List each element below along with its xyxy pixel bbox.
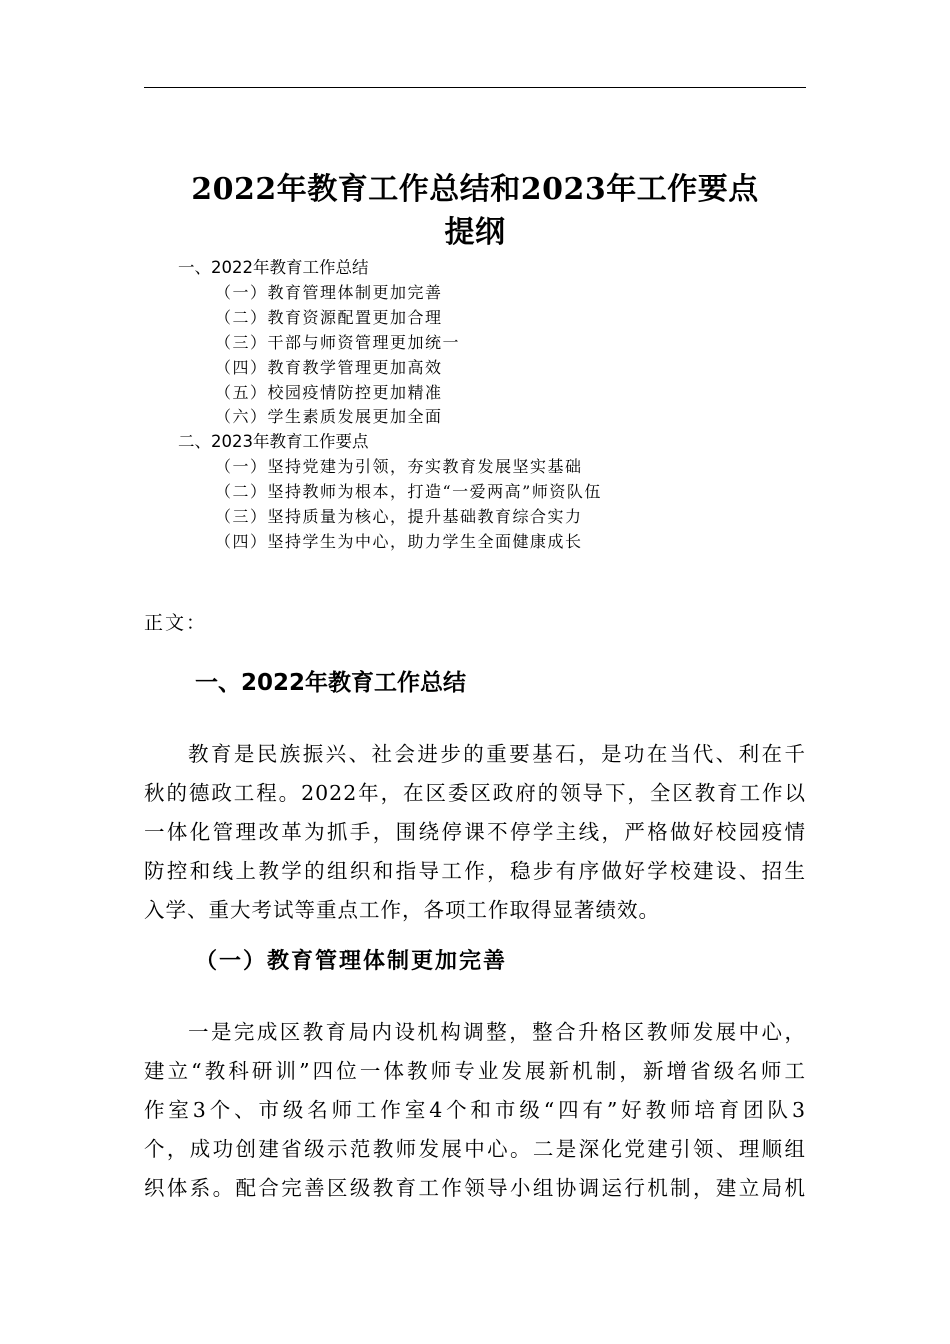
document-title-line-1: 2022年教育工作总结和2023年工作要点: [191, 172, 759, 207]
paragraph-line: 入学、重大考试等重点工作，各项工作取得显著绩效。: [144, 898, 660, 922]
outline-item: （一）教育管理体制更加完善: [215, 282, 443, 302]
paragraph-line: 秋的德政工程。2022年，在区委区政府的领导下，全区教育工作以: [144, 781, 806, 805]
outline-section: 二、2023年教育工作要点: [178, 432, 369, 452]
paragraph-intro: [144, 735, 806, 930]
outline-item: （三）坚持质量为核心，提升基础教育综合实力: [215, 507, 583, 526]
paragraph-line: 作室3个、市级名师工作室4个和市级“四有”好教师培育团队3: [144, 1098, 806, 1122]
outline-item: （四）坚持学生为中心，助力学生全面健康成长: [215, 531, 583, 551]
paragraph-line: 织体系。配合完善区级教育工作领导小组协调运行机制，建立局机: [144, 1176, 806, 1200]
paragraph-line: 个，成功创建省级示范教师发展中心。二是深化党建引领、理顺组: [144, 1137, 806, 1161]
paragraph-line: 一是完成区教育局内设机构调整，整合升格区教师发展中心，: [188, 1020, 806, 1044]
outline-section: 一、2022年教育工作总结: [178, 258, 369, 277]
document-title-line-2: 提纲: [444, 215, 506, 250]
outline-item: （六）学生素质发展更加全面: [215, 407, 443, 427]
outline-item: （四）教育教学管理更加高效: [215, 357, 443, 377]
paragraph-line: 建立“教科研训”四位一体教师专业发展新机制，新增省级名师工: [144, 1059, 806, 1083]
body-label: 正文：: [144, 612, 208, 634]
outline-item: （一）坚持党建为引领，夯实教育发展坚实基础: [215, 457, 583, 477]
outline-item: （三）干部与师资管理更加统一: [215, 332, 461, 352]
subsection-heading-1: （一）教育管理体制更加完善: [195, 948, 508, 974]
paragraph-management: [144, 1013, 806, 1208]
paragraph-line: 一体化管理改革为抓手，围绕停课不停学主线，严格做好校园疫情: [144, 820, 806, 844]
outline-item: （二）教育资源配置更加合理: [215, 307, 443, 327]
header-rule: [144, 87, 806, 88]
outline-item: （五）校园疫情防控更加精准: [215, 382, 443, 402]
paragraph-line: 防控和线上教学的组织和指导工作，稳步有序做好学校建设、招生: [144, 859, 806, 883]
paragraph-line: 教育是民族振兴、社会进步的重要基石，是功在当代、利在千: [188, 742, 806, 766]
section-heading-1: 一、2022年教育工作总结: [195, 670, 467, 696]
outline-item: （二）坚持教师为根本，打造“一爱两高”师资队伍: [215, 482, 602, 502]
